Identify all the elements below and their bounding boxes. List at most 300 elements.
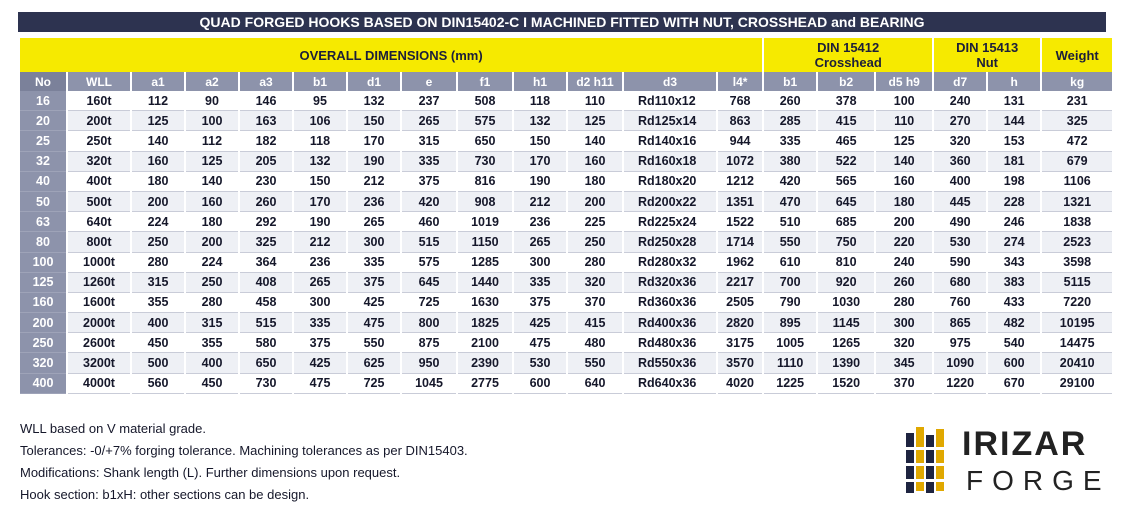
table-cell: 200 — [568, 192, 622, 212]
table-cell: 640 — [568, 374, 622, 394]
table-cell: 100 — [186, 111, 238, 131]
table-cell: 240 — [934, 91, 986, 111]
table-cell: 4020 — [718, 374, 762, 394]
table-cell: 575 — [458, 111, 512, 131]
table-cell: 4000t — [68, 374, 130, 394]
table-cell: 550 — [764, 232, 816, 252]
table-cell: 250 — [186, 273, 238, 293]
table-cell: 2775 — [458, 374, 512, 394]
row-number-cell: 63 — [20, 212, 66, 232]
table-cell: 725 — [402, 293, 456, 313]
table-cell: 1600t — [68, 293, 130, 313]
table-cell: 110 — [876, 111, 932, 131]
column-header: d1 — [348, 72, 400, 91]
table-cell: 2217 — [718, 273, 762, 293]
table-cell: 320 — [934, 131, 986, 151]
table-cell: 565 — [818, 172, 874, 192]
table-cell: 131 — [988, 91, 1040, 111]
table-cell: 1090 — [934, 353, 986, 373]
table-cell: 325 — [240, 232, 292, 252]
table-cell: 645 — [818, 192, 874, 212]
table-cell: 300 — [514, 253, 566, 273]
table-cell: 29100 — [1042, 374, 1112, 394]
table-cell: 625 — [348, 353, 400, 373]
overall-dimensions-header: OVERALL DIMENSIONS (mm) — [20, 38, 762, 72]
table-cell: 3598 — [1042, 253, 1112, 273]
table-cell: 816 — [458, 172, 512, 192]
table-cell: 1630 — [458, 293, 512, 313]
table-cell: 265 — [294, 273, 346, 293]
table-row — [20, 374, 1112, 394]
table-cell: 2505 — [718, 293, 762, 313]
table-cell: 550 — [348, 333, 400, 353]
table-cell: 375 — [348, 273, 400, 293]
table-cell: 150 — [514, 131, 566, 151]
table-cell: 335 — [294, 313, 346, 333]
table-cell: 118 — [294, 131, 346, 151]
table-row — [20, 212, 1112, 232]
table-cell: 236 — [294, 253, 346, 273]
table-cell: 180 — [132, 172, 184, 192]
table-cell: 125 — [568, 111, 622, 131]
table-cell: 550 — [568, 353, 622, 373]
row-number-cell: 400 — [20, 374, 66, 394]
table-cell: 112 — [132, 91, 184, 111]
note-wll: WLL based on V material grade. — [20, 421, 206, 436]
table-cell: 240 — [876, 253, 932, 273]
table-cell: 163 — [240, 111, 292, 131]
table-cell: 285 — [764, 111, 816, 131]
table-cell: 140 — [876, 152, 932, 172]
table-cell: 355 — [132, 293, 184, 313]
table-cell: 320 — [876, 333, 932, 353]
table-cell: 140 — [132, 131, 184, 151]
table-cell: 292 — [240, 212, 292, 232]
table-cell: 400 — [934, 172, 986, 192]
table-cell: 5115 — [1042, 273, 1112, 293]
table-cell: Rd110x12 — [624, 91, 716, 111]
table-cell: 260 — [240, 192, 292, 212]
table-cell: 265 — [514, 232, 566, 252]
table-row — [20, 273, 1112, 293]
table-cell: 433 — [988, 293, 1040, 313]
table-cell: Rd320x36 — [624, 273, 716, 293]
table-cell: Rd400x36 — [624, 313, 716, 333]
table-cell: 1005 — [764, 333, 816, 353]
table-cell: 2523 — [1042, 232, 1112, 252]
table-row — [20, 253, 1112, 273]
table-cell: 280 — [186, 293, 238, 313]
irizar-forge-logo — [906, 425, 1111, 497]
table-cell: 190 — [514, 172, 566, 192]
table-cell: 1106 — [1042, 172, 1112, 192]
table-cell: 515 — [402, 232, 456, 252]
table-cell: 810 — [818, 253, 874, 273]
table-cell: 132 — [514, 111, 566, 131]
table-cell: 1220 — [934, 374, 986, 394]
table-cell: 1838 — [1042, 212, 1112, 232]
table-cell: 224 — [186, 253, 238, 273]
table-cell: 425 — [348, 293, 400, 313]
table-cell: 225 — [568, 212, 622, 232]
table-cell: 1440 — [458, 273, 512, 293]
row-number-cell: 250 — [20, 333, 66, 353]
table-cell: 450 — [132, 333, 184, 353]
table-cell: 645 — [402, 273, 456, 293]
table-cell: 364 — [240, 253, 292, 273]
table-cell: 1110 — [764, 353, 816, 373]
table-cell: 480 — [568, 333, 622, 353]
table-cell: 420 — [402, 192, 456, 212]
row-number-cell: 25 — [20, 131, 66, 151]
table-cell: 400t — [68, 172, 130, 192]
table-cell: 375 — [514, 293, 566, 313]
table-cell: 445 — [934, 192, 986, 212]
table-cell: 530 — [514, 353, 566, 373]
table-cell: 180 — [876, 192, 932, 212]
table-cell: 522 — [818, 152, 874, 172]
table-cell: Rd360x36 — [624, 293, 716, 313]
table-cell: 670 — [988, 374, 1040, 394]
table-cell: 1150 — [458, 232, 512, 252]
table-cell: 725 — [348, 374, 400, 394]
din15413-nut-header — [934, 38, 1040, 72]
table-cell: Rd140x16 — [624, 131, 716, 151]
table-cell: 1522 — [718, 212, 762, 232]
table-cell: 2100 — [458, 333, 512, 353]
table-cell: 160 — [132, 152, 184, 172]
table-cell: 865 — [934, 313, 986, 333]
table-cell: 378 — [818, 91, 874, 111]
table-cell: 95 — [294, 91, 346, 111]
column-header: d2 h11 — [568, 72, 622, 91]
table-cell: 450 — [186, 374, 238, 394]
table-cell: 425 — [514, 313, 566, 333]
table-cell: 458 — [240, 293, 292, 313]
table-cell: 146 — [240, 91, 292, 111]
table-cell: 370 — [568, 293, 622, 313]
table-cell: 153 — [988, 131, 1040, 151]
table-cell: 482 — [988, 313, 1040, 333]
table-cell: 246 — [988, 212, 1040, 232]
row-number-cell: 16 — [20, 91, 66, 111]
table-cell: 212 — [514, 192, 566, 212]
table-cell: 3175 — [718, 333, 762, 353]
row-number-cell: 20 — [20, 111, 66, 131]
table-cell: 2390 — [458, 353, 512, 373]
table-row — [20, 353, 1112, 373]
table-cell: 125 — [132, 111, 184, 131]
table-cell: 590 — [934, 253, 986, 273]
table-cell: 510 — [764, 212, 816, 232]
table-cell: 3570 — [718, 353, 762, 373]
table-cell: 460 — [402, 212, 456, 232]
column-header: b1 — [294, 72, 346, 91]
table-cell: 470 — [764, 192, 816, 212]
table-cell: 140 — [568, 131, 622, 151]
table-cell: 300 — [348, 232, 400, 252]
column-header: b2 — [818, 72, 874, 91]
table-cell: 2000t — [68, 313, 130, 333]
table-cell: 370 — [876, 374, 932, 394]
table-cell: 228 — [988, 192, 1040, 212]
table-cell: 300 — [876, 313, 932, 333]
table-cell: 300 — [294, 293, 346, 313]
table-cell: 125 — [186, 152, 238, 172]
table-cell: 508 — [458, 91, 512, 111]
column-header: l4* — [718, 72, 762, 91]
table-cell: 490 — [934, 212, 986, 232]
column-header: kg — [1042, 72, 1112, 91]
table-cell: 600 — [988, 353, 1040, 373]
table-cell: 265 — [402, 111, 456, 131]
table-cell: 90 — [186, 91, 238, 111]
table-cell: Rd200x22 — [624, 192, 716, 212]
column-header-row — [20, 72, 1112, 91]
column-header: b1 — [764, 72, 816, 91]
table-cell: 280 — [876, 293, 932, 313]
table-cell: 679 — [1042, 152, 1112, 172]
table-cell: 260 — [876, 273, 932, 293]
table-cell: 560 — [132, 374, 184, 394]
table-cell: 270 — [934, 111, 986, 131]
table-cell: 800t — [68, 232, 130, 252]
weight-header: Weight — [1042, 38, 1112, 72]
table-cell: 950 — [402, 353, 456, 373]
table-cell: 944 — [718, 131, 762, 151]
table-cell: 205 — [240, 152, 292, 172]
table-cell: 170 — [294, 192, 346, 212]
table-cell: 515 — [240, 313, 292, 333]
din15413-label: DIN 15413 — [956, 40, 1019, 55]
table-cell: 224 — [132, 212, 184, 232]
column-header: e — [402, 72, 456, 91]
table-cell: 212 — [348, 172, 400, 192]
table-row — [20, 293, 1112, 313]
table-cell: 540 — [988, 333, 1040, 353]
table-cell: 132 — [348, 91, 400, 111]
table-cell: Rd160x18 — [624, 152, 716, 172]
table-cell: 112 — [186, 131, 238, 151]
table-cell: 875 — [402, 333, 456, 353]
table-cell: 400 — [132, 313, 184, 333]
irizar-logo-mark-icon — [906, 427, 944, 497]
row-number-cell: 320 — [20, 353, 66, 373]
table-cell: 600 — [514, 374, 566, 394]
table-cell: 180 — [186, 212, 238, 232]
table-cell: 280 — [132, 253, 184, 273]
table-cell: 1212 — [718, 172, 762, 192]
table-cell: 280 — [568, 253, 622, 273]
table-cell: 475 — [348, 313, 400, 333]
dimensions-table — [18, 38, 1114, 394]
table-cell: 383 — [988, 273, 1040, 293]
logo-brand-text: IRIZAR — [962, 425, 1088, 463]
table-cell: 14475 — [1042, 333, 1112, 353]
table-cell: 10195 — [1042, 313, 1112, 333]
table-row — [20, 91, 1112, 111]
table-cell: 408 — [240, 273, 292, 293]
table-cell: 325 — [1042, 111, 1112, 131]
table-cell: 150 — [348, 111, 400, 131]
table-row — [20, 111, 1112, 131]
table-cell: 1265 — [818, 333, 874, 353]
table-cell: 7220 — [1042, 293, 1112, 313]
table-cell: 260 — [764, 91, 816, 111]
table-cell: 425 — [294, 353, 346, 373]
table-cell: 265 — [348, 212, 400, 232]
column-header: d5 h9 — [876, 72, 932, 91]
table-cell: 320 — [568, 273, 622, 293]
din15412-crosshead-header — [764, 38, 932, 72]
table-cell: 160 — [568, 152, 622, 172]
table-cell: 125 — [876, 131, 932, 151]
column-header: h1 — [514, 72, 566, 91]
table-cell: 1390 — [818, 353, 874, 373]
column-header: WLL — [68, 72, 130, 91]
table-cell: 465 — [818, 131, 874, 151]
table-cell: 250 — [568, 232, 622, 252]
table-cell: 335 — [514, 273, 566, 293]
table-cell: Rd280x32 — [624, 253, 716, 273]
table-cell: 1145 — [818, 313, 874, 333]
table-cell: 375 — [402, 172, 456, 192]
table-cell: 1045 — [402, 374, 456, 394]
table-cell: 530 — [934, 232, 986, 252]
table-row — [20, 172, 1112, 192]
table-cell: 360 — [934, 152, 986, 172]
table-cell: 182 — [240, 131, 292, 151]
table-cell: 750 — [818, 232, 874, 252]
table-cell: 231 — [1042, 91, 1112, 111]
table-cell: 236 — [514, 212, 566, 232]
table-cell: 800 — [402, 313, 456, 333]
table-cell: 1321 — [1042, 192, 1112, 212]
table-cell: Rd125x14 — [624, 111, 716, 131]
table-cell: 730 — [240, 374, 292, 394]
row-number-cell: 125 — [20, 273, 66, 293]
table-cell: 200t — [68, 111, 130, 131]
table-cell: 1714 — [718, 232, 762, 252]
table-cell: 1285 — [458, 253, 512, 273]
table-cell: 198 — [988, 172, 1040, 192]
table-cell: 575 — [402, 253, 456, 273]
table-cell: 250t — [68, 131, 130, 151]
table-cell: 415 — [818, 111, 874, 131]
table-cell: 181 — [988, 152, 1040, 172]
table-cell: Rd225x24 — [624, 212, 716, 232]
table-cell: 1962 — [718, 253, 762, 273]
table-cell: 400 — [186, 353, 238, 373]
table-cell: 180 — [568, 172, 622, 192]
table-cell: 760 — [934, 293, 986, 313]
table-row — [20, 192, 1112, 212]
table-cell: 335 — [764, 131, 816, 151]
table-cell: 140 — [186, 172, 238, 192]
table-cell: 650 — [458, 131, 512, 151]
column-header: d3 — [624, 72, 716, 91]
table-row — [20, 152, 1112, 172]
table-cell: 190 — [294, 212, 346, 232]
table-cell: 1019 — [458, 212, 512, 232]
table-cell: 790 — [764, 293, 816, 313]
logo-sub-text: FORGE — [966, 465, 1111, 496]
table-row — [20, 232, 1112, 252]
note-modifications: Modifications: Shank length (L). Further dimensions upon request. — [20, 465, 401, 480]
table-cell: 200 — [186, 232, 238, 252]
table-cell: 230 — [240, 172, 292, 192]
table-row — [20, 313, 1112, 333]
table-cell: 20410 — [1042, 353, 1112, 373]
table-cell: 170 — [514, 152, 566, 172]
table-cell: 472 — [1042, 131, 1112, 151]
table-cell: Rd550x36 — [624, 353, 716, 373]
table-cell: 335 — [348, 253, 400, 273]
table-cell: 236 — [348, 192, 400, 212]
table-cell: 170 — [348, 131, 400, 151]
table-row — [20, 131, 1112, 151]
table-cell: 190 — [348, 152, 400, 172]
table-cell: 212 — [294, 232, 346, 252]
table-cell: 1030 — [818, 293, 874, 313]
table-cell: 3200t — [68, 353, 130, 373]
crosshead-label: Crosshead — [814, 55, 882, 70]
table-cell: 375 — [294, 333, 346, 353]
table-cell: 475 — [294, 374, 346, 394]
table-cell: 100 — [876, 91, 932, 111]
table-cell: 250 — [132, 232, 184, 252]
table-row — [20, 333, 1112, 353]
nut-label: Nut — [976, 55, 999, 70]
table-cell: 380 — [764, 152, 816, 172]
table-cell: 315 — [132, 273, 184, 293]
table-cell: 274 — [988, 232, 1040, 252]
table-cell: 220 — [876, 232, 932, 252]
table-cell: 132 — [294, 152, 346, 172]
row-number-cell: 80 — [20, 232, 66, 252]
table-cell: 500t — [68, 192, 130, 212]
table-cell: 1260t — [68, 273, 130, 293]
table-cell: 1000t — [68, 253, 130, 273]
table-cell: 420 — [764, 172, 816, 192]
table-cell: 343 — [988, 253, 1040, 273]
table-cell: 355 — [186, 333, 238, 353]
table-cell: 768 — [718, 91, 762, 111]
table-cell: 640t — [68, 212, 130, 232]
table-cell: 475 — [514, 333, 566, 353]
table-cell: 315 — [402, 131, 456, 151]
table-cell: 680 — [934, 273, 986, 293]
table-cell: 415 — [568, 313, 622, 333]
din15412-label: DIN 15412 — [817, 40, 880, 55]
row-number-cell: 200 — [20, 313, 66, 333]
table-cell: 500 — [132, 353, 184, 373]
column-header: a1 — [132, 72, 184, 91]
column-header: a2 — [186, 72, 238, 91]
notes — [20, 418, 468, 506]
table-cell: 975 — [934, 333, 986, 353]
table-cell: 106 — [294, 111, 346, 131]
table-cell: 345 — [876, 353, 932, 373]
table-cell: Rd640x36 — [624, 374, 716, 394]
table-cell: 908 — [458, 192, 512, 212]
table-cell: 160t — [68, 91, 130, 111]
table-cell: 580 — [240, 333, 292, 353]
table-cell: 700 — [764, 273, 816, 293]
table-cell: 237 — [402, 91, 456, 111]
table-cell: 320t — [68, 152, 130, 172]
table-cell: 110 — [568, 91, 622, 111]
